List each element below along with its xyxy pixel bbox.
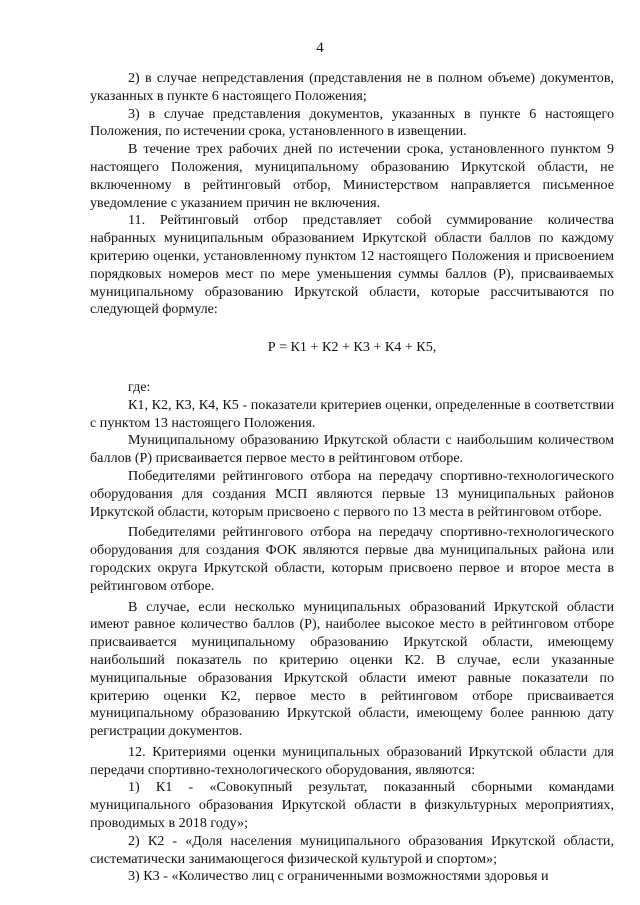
- page-number: 4: [316, 40, 324, 56]
- paragraph: 2) в случае непредставления (представления не в полном объеме) документов, указанных в пункте 6 настоящего Положения;: [90, 70, 614, 104]
- list-item: 1) К1 - «Совокупный результат, показанный сборными командами муниципального образования Иркутской области в физкультурных мероприятиях, проводимых в 2018 году»;: [90, 779, 614, 832]
- list-item: 3) К3 - «Количество лиц с ограниченными возможностями здоровья и: [128, 868, 549, 885]
- paragraph: Победителями рейтингового отбора на передачу спортивно-технологического оборудования для создания МСП являются первые 13 муниципальных районов Иркутской области, которым присвоено с первого по 13 места в рейтинговом отборе.: [90, 467, 614, 520]
- paragraph: 3) в случае представления документов, указанных в пункте 6 настоящего Положения, по истечении срока, установленного в извещении.: [90, 105, 614, 140]
- formula: Р = К1 + К2 + К3 + К4 + К5,: [267, 339, 437, 356]
- paragraph: 11. Рейтинговый отбор представляет собой суммирование количества набранных муниципальным образованием Иркутской области баллов по каждому критерию оценки, установленному пунктом 12 настоящего Положения и присвоением порядковых номеров мест по мере уменьшения суммы баллов (Р), присваиваемых муниципальному образованию Иркутской области, которые рассчитываются по следующей формуле:: [90, 212, 614, 318]
- paragraph: В течение трех рабочих дней по истечении срока, установленного пунктом 9 настоящего Положения, муниципальному образованию Иркутской области, не включенному в рейтинговый отбор, Министерством направляется письменное уведомление с указанием причин не включения.: [90, 141, 614, 211]
- paragraph: 12. Критериями оценки муниципальных образований Иркутской области для передачи спортивно-технологического оборудования, являются:: [90, 743, 614, 778]
- list-item: 2) К2 - «Доля населения муниципального образования Иркутской области, систематически занимающегося физической культурой и спортом»;: [90, 832, 614, 867]
- paragraph: Победителями рейтингового отбора на передачу спортивно-технологического оборудования для создания ФОК являются первые два муниципальных района или городских округа Иркутской области, которым присвоено первое и второе места в рейтинговом отборе.: [90, 524, 614, 594]
- paragraph: Муниципальному образованию Иркутской области с наибольшим количеством баллов (Р) присваивается первое место в рейтинговом отборе.: [90, 432, 614, 467]
- paragraph: К1, К2, К3, К4, К5 - показатели критериев оценки, определенные в соответствии с пунктом 13 настоящего Положения.: [90, 396, 614, 431]
- paragraph: где:: [128, 378, 151, 395]
- paragraph: В случае, если несколько муниципальных образований Иркутской области имеют равное количество баллов (Р), наиболее высокое место в рейтинговом отборе присваивается муниципальному образованию Иркутской области, имеющему наибольший показатель по критерию оценки К2. В случае, если указанные муниципальные образования Иркутской области имеют равные показатели по критерию оценки К2, первое место в рейтинговом отборе присваивается муниципальному образованию Иркутской области, имеющему более раннюю дату регистрации документов.: [90, 598, 614, 740]
- document-body: [90, 70, 614, 886]
